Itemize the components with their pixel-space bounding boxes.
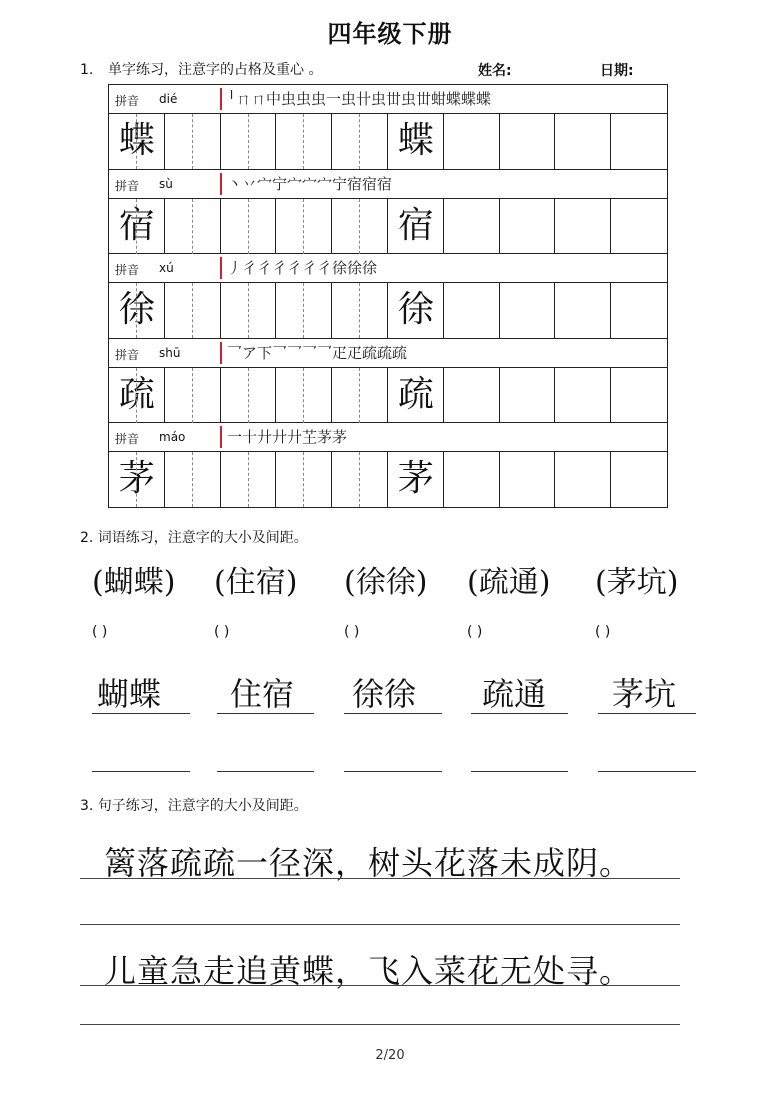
word-writing-line[interactable]: [217, 771, 314, 772]
writing-cell[interactable]: [221, 368, 277, 424]
model-character: 疏: [397, 373, 434, 415]
model-character: 徐: [118, 289, 155, 331]
word-writing-line[interactable]: [92, 771, 190, 772]
model-character-cell: [388, 368, 444, 424]
writing-cell[interactable]: [221, 199, 277, 255]
writing-cell[interactable]: [555, 199, 611, 255]
pinyin-value: dié: [159, 92, 178, 106]
section1-heading: [80, 59, 322, 79]
model-character-cell: [109, 368, 165, 424]
pinyin-blank[interactable]: ( ): [344, 624, 360, 640]
pinyin-value: máo: [159, 430, 186, 445]
writing-cell[interactable]: [165, 199, 221, 255]
writing-cell[interactable]: [500, 114, 556, 170]
pinyin-row: [109, 339, 667, 368]
sentence-writing-line[interactable]: [80, 1024, 680, 1025]
practice-grid: [108, 84, 668, 508]
stroke-order: 丿彳彳彳彳彳彳徐徐徐: [227, 259, 378, 278]
writing-cell[interactable]: [165, 283, 221, 339]
model-character-cell: [109, 114, 165, 170]
writing-cell[interactable]: [555, 368, 611, 424]
word-writing-line[interactable]: [598, 771, 696, 772]
writing-cells-row: [109, 368, 667, 424]
model-character: 宿: [397, 204, 434, 246]
stroke-order: ╵ㄇㄇ中虫虫虫一虫卄虫丗虫丗蚶蝶蝶蝶: [227, 90, 492, 108]
pinyin-blank[interactable]: ( ): [595, 624, 611, 640]
pinyin-label: 拼音: [115, 347, 140, 362]
stroke-order: 丶丷宀宁宀宀宀宁宿宿宿: [227, 174, 393, 193]
name-label: 姓名:: [478, 63, 512, 79]
writing-cell[interactable]: [276, 368, 332, 424]
writing-cell[interactable]: [332, 114, 388, 170]
copy-word: 住宿: [230, 675, 295, 713]
word-writing-line[interactable]: [344, 771, 442, 772]
pinyin-separator: [220, 173, 222, 195]
model-character: 茅: [118, 458, 155, 500]
writing-cell[interactable]: [500, 452, 556, 508]
writing-cell[interactable]: [555, 283, 611, 339]
model-character: 徐: [397, 289, 434, 331]
model-character: 宿: [118, 204, 155, 246]
word-item: (茅坑): [595, 565, 679, 600]
writing-cell[interactable]: [555, 114, 611, 170]
word-underline: [471, 713, 568, 714]
pinyin-label: 拼音: [115, 94, 140, 108]
model-character: 茅: [397, 458, 434, 500]
writing-cell[interactable]: [611, 452, 667, 508]
pinyin-value: xú: [159, 261, 174, 276]
writing-cell[interactable]: [555, 452, 611, 508]
character-block: [109, 85, 667, 170]
pinyin-label: 拼音: [115, 263, 140, 278]
writing-cell[interactable]: [332, 199, 388, 255]
writing-cells-row: [109, 283, 667, 339]
pinyin-blank[interactable]: ( ): [214, 624, 230, 640]
model-character: 蝶: [397, 120, 434, 161]
model-character-cell: [109, 199, 165, 255]
model-character: 蝶: [118, 120, 155, 161]
pinyin-blank[interactable]: ( ): [467, 624, 483, 640]
word-underline: [217, 713, 314, 714]
copy-word: 徐徐: [352, 675, 417, 713]
sentence-underline: [80, 985, 680, 986]
writing-cell[interactable]: [276, 283, 332, 339]
writing-cell[interactable]: [332, 452, 388, 508]
character-block: [109, 170, 667, 255]
word-underline: [92, 713, 190, 714]
pinyin-separator: [220, 426, 222, 448]
writing-cell[interactable]: [444, 199, 500, 255]
writing-cell[interactable]: [611, 199, 667, 255]
writing-cell[interactable]: [332, 283, 388, 339]
pinyin-value: shū: [159, 345, 181, 360]
word-underline: [344, 713, 442, 714]
copy-word: 蝴蝶: [97, 675, 162, 713]
character-block: [109, 339, 667, 424]
writing-cell[interactable]: [444, 368, 500, 424]
writing-cell[interactable]: [444, 283, 500, 339]
section1-instruction: 单字练习，注意字的占格及重心 。: [108, 62, 323, 78]
writing-cell[interactable]: [221, 452, 277, 508]
writing-cell[interactable]: [276, 199, 332, 255]
model-character-cell: [388, 114, 444, 170]
model-character-cell: [388, 199, 444, 255]
writing-cell[interactable]: [500, 283, 556, 339]
writing-cell[interactable]: [165, 452, 221, 508]
pinyin-value: sù: [159, 176, 173, 191]
model-character-cell: [388, 452, 444, 508]
section1-number: 1.: [80, 62, 94, 78]
writing-cell[interactable]: [221, 283, 277, 339]
pinyin-row: [109, 254, 667, 283]
sentence-line: 儿童急走追黄蝶，飞入菜花无处寻。: [104, 952, 633, 990]
model-character: 疏: [118, 373, 155, 415]
model-character-cell: [388, 283, 444, 339]
pinyin-separator: [220, 88, 222, 110]
writing-cell[interactable]: [221, 114, 277, 170]
writing-cell[interactable]: [276, 114, 332, 170]
copy-word: 茅坑: [612, 675, 677, 713]
writing-cell[interactable]: [500, 199, 556, 255]
model-character-cell: [109, 452, 165, 508]
word-writing-line[interactable]: [471, 771, 568, 772]
sentence-underline: [80, 878, 680, 879]
date-label: 日期:: [600, 63, 634, 79]
writing-cell[interactable]: [276, 452, 332, 508]
word-item: (蝴蝶): [92, 565, 176, 600]
pinyin-separator: [220, 342, 222, 364]
pinyin-separator: [220, 257, 222, 279]
character-block: [109, 254, 667, 339]
writing-cell[interactable]: [332, 368, 388, 424]
word-item: (住宿): [214, 565, 298, 600]
pinyin-row: [109, 85, 667, 114]
pinyin-label: 拼音: [115, 178, 140, 193]
sentence-writing-line[interactable]: [80, 924, 680, 925]
writing-cell[interactable]: [500, 368, 556, 424]
model-character-cell: [109, 283, 165, 339]
sentence-line: 篱落疏疏一径深，树头花落未成阴。: [104, 844, 633, 882]
copy-word: 疏通: [482, 675, 547, 713]
writing-cells-row: [109, 199, 667, 255]
section3-heading: 3. 句子练习，注意字的大小及间距。: [80, 798, 308, 814]
writing-cells-row: [109, 452, 667, 508]
writing-cell[interactable]: [165, 368, 221, 424]
stroke-order: 一十廾廾廾芏茅茅: [227, 428, 348, 447]
pinyin-row: [109, 170, 667, 199]
word-item: (徐徐): [344, 565, 428, 600]
character-block: [109, 423, 667, 508]
word-underline: [598, 713, 696, 714]
pinyin-blank[interactable]: ( ): [92, 624, 108, 640]
pinyin-row: [109, 423, 667, 452]
writing-cell[interactable]: [611, 283, 667, 339]
page-title: 四年级下册: [327, 20, 453, 48]
writing-cell[interactable]: [165, 114, 221, 170]
word-row: [92, 563, 702, 605]
pinyin-label: 拼音: [115, 432, 140, 447]
stroke-order: 乛ア下乛乛乛乛疋疋疏疏疏: [227, 343, 408, 362]
pinyin-blank-row: [92, 624, 702, 644]
writing-cell[interactable]: [444, 114, 500, 170]
writing-cell[interactable]: [611, 368, 667, 424]
word-item: (疏通): [467, 565, 551, 600]
writing-cell[interactable]: [611, 114, 667, 170]
section2-heading: 2. 词语练习，注意字的大小及间距。: [80, 530, 308, 546]
writing-cell[interactable]: [444, 452, 500, 508]
page-number: 2/20: [375, 1048, 405, 1063]
writing-cells-row: [109, 114, 667, 170]
